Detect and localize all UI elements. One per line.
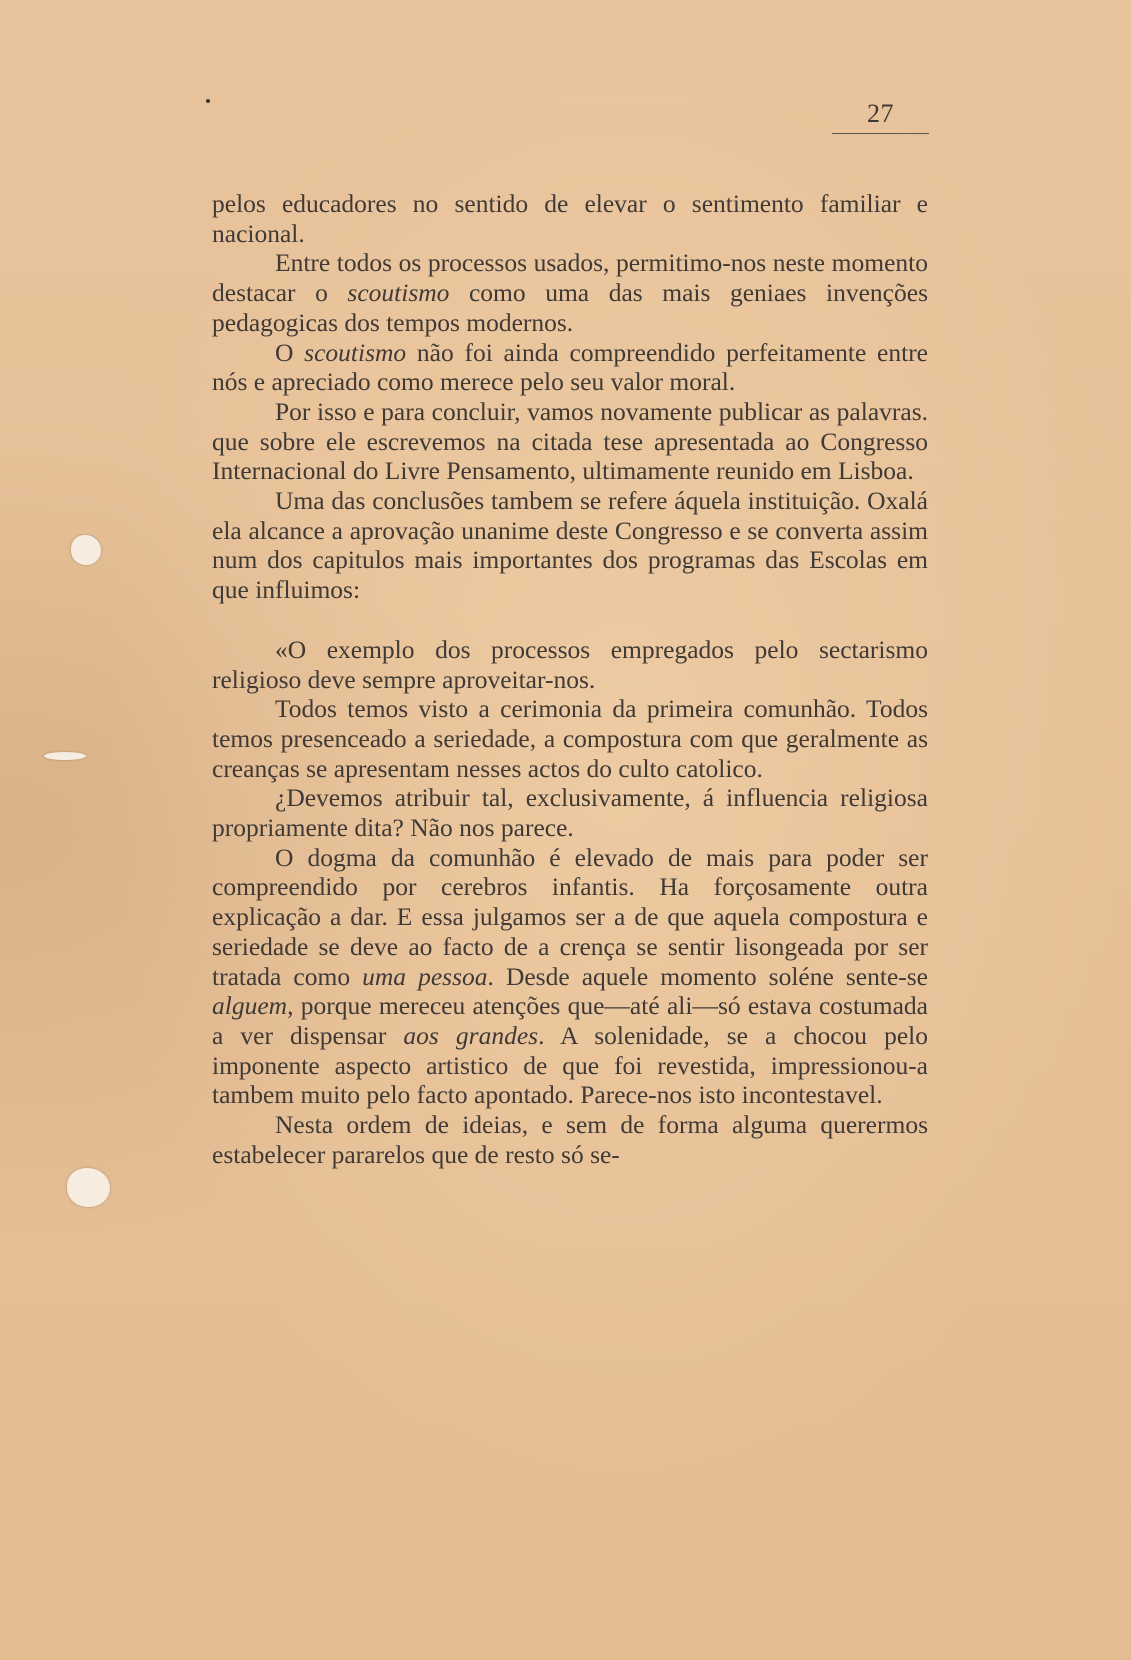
paragraph-text: . Desde aquele momento soléne sente-se: [487, 961, 928, 991]
quoted-paragraph: [212, 635, 928, 694]
italic-phrase: aos grandes: [403, 1020, 539, 1050]
italic-term: scoutismo: [347, 278, 450, 308]
paragraph-text: Nesta ordem de ideias, e sem de forma alguma querermos estabelecer pararelos que de resto só se-: [212, 1110, 928, 1169]
paragraph-text: pelos educadores no sentido de elevar o sentimento familiar e nacional.: [212, 189, 928, 248]
quoted-paragraph: [212, 694, 928, 783]
paragraph-text: Uma das conclusões tambem se refere áquela instituição. Oxalá ela alcance a aprovação unanime deste Congresso e se converta assim num dos capitulos mais importantes dos programas das Escolas em que influimos:: [212, 486, 928, 605]
page-number: 27: [832, 99, 929, 134]
ink-speck: [206, 99, 210, 103]
paragraph: [212, 338, 928, 397]
italic-term: scoutismo: [304, 337, 407, 367]
paragraph-text: como uma das mais geniaes invenções pedagogicas dos tempos modernos.: [212, 278, 928, 337]
italic-phrase: alguem: [212, 991, 288, 1021]
paragraph-text: Por isso e para concluir, vamos novamente publicar as palavras. que sobre ele escrevemos na citada tese apresentada ao Congresso Internacional do Livre Pensamento, ultimamente reunido em Lisboa.: [212, 396, 928, 486]
paragraph-text: Entre todos os processos usados, permitimo-nos neste momento destacar o: [212, 248, 928, 308]
paragraph: [212, 486, 928, 605]
paragraph: [212, 189, 928, 248]
quoted-paragraph: [212, 783, 928, 842]
paragraph-text: não foi ainda compreendido perfeitamente entre nós e apreciado como merece pelo seu valor moral.: [212, 337, 929, 397]
italic-phrase: uma pessoa: [362, 961, 488, 991]
paragraph-text: Todos temos visto a cerimonia da primeira comunhão. Todos temos presenceado a seriedade, a compostura com que geralmente as creanças se apresentam nesses actos do culto catolico.: [212, 694, 928, 783]
paragraph-text: , porque mereceu atenções que—até ali—só estava costumada a ver dispensar: [212, 991, 928, 1050]
paragraph-text: . A solenidade, se a chocou pelo imponente aspecto artistico de que foi revestida, impressionou-a tambem muito pelo facto apontado. Parece-nos isto incontestavel.: [212, 1020, 928, 1110]
binding-hole: [67, 1168, 110, 1207]
paragraph-text: O dogma da comunhão é elevado de mais para poder ser compreendido por cerebros infantis. Ha forçosamente outra explicação a dar. E essa julgamos ser a de que aquela compostura e seriedade se deve ao facto de a crença se sentir lisongeada por ser tratada como: [212, 842, 928, 991]
paragraph: [212, 397, 928, 486]
binding-hole: [71, 535, 101, 565]
paragraph-text: «O exemplo dos processos empregados pelo sectarismo religioso deve sempre aproveitar-nos.: [212, 634, 928, 694]
paragraph: [212, 248, 928, 337]
paragraph-text: O: [275, 337, 305, 367]
quoted-paragraph: [212, 1110, 928, 1169]
page-body: [212, 189, 928, 1170]
binding-hole: [44, 752, 86, 760]
paragraph-text: ¿Devemos atribuir tal, exclusivamente, á influencia religiosa propriamente dita? Não nos parece.: [212, 783, 928, 843]
quoted-paragraph: [212, 843, 928, 1110]
